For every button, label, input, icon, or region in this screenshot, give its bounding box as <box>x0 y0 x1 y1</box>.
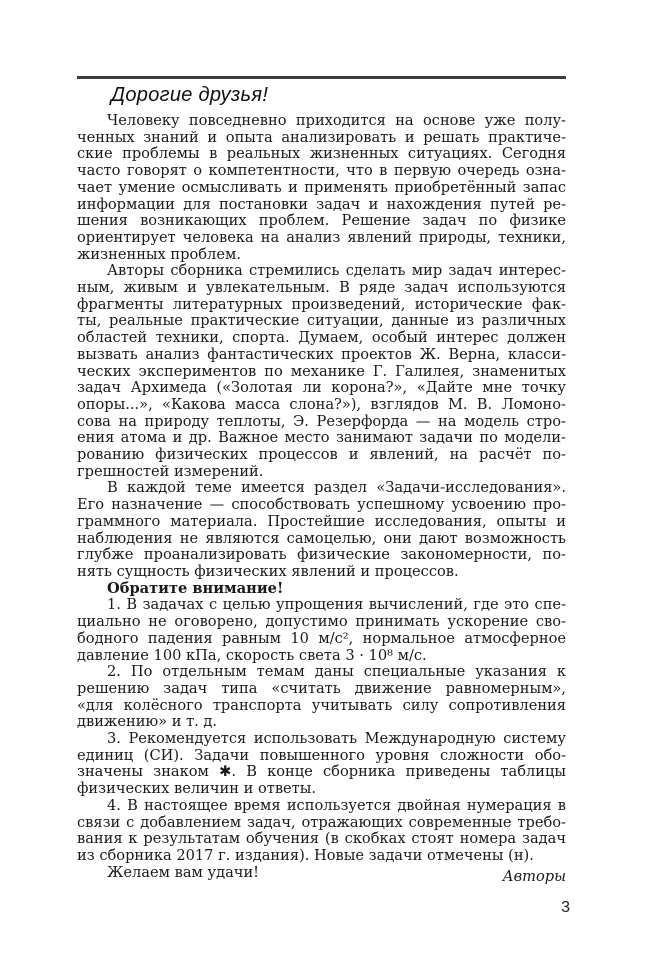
text-line: вания к результатам обучения (в скобках стоят номера задач <box>77 830 566 848</box>
text-line: бодного падения равным 10 м/с², нормальное атмосферное <box>77 629 566 647</box>
text-line: 2. По отдельным темам даны специальные указания к <box>107 663 566 681</box>
text-line: областей техники, спорта. Думаем, особый интерес должен <box>77 329 566 347</box>
text-line: В каждой теме имеется раздел «Задачи-исследования». <box>107 479 566 497</box>
paragraph <box>77 263 566 480</box>
text-line: ты, реальные практические ситуации, данные из различных <box>77 312 566 330</box>
text-line: Авторы сборника стремились сделать мир задач интерес- <box>107 262 566 280</box>
signature-row <box>77 863 566 885</box>
paragraph <box>77 798 566 865</box>
text-line: единиц (СИ). Задачи повышенного уровня сложности обо- <box>77 746 566 764</box>
text-line: решению задач типа «считать движение равномерным», <box>77 679 566 697</box>
text-line: значены знаком ✱. В конце сборника приведены таблицы <box>77 763 566 781</box>
text-line: задач Архимеда («Золотая ли корона?», «Дайте мне точку <box>77 379 566 397</box>
text-line: рованию физических процессов и явлений, на расчёт по- <box>77 446 566 464</box>
text-line: глубже проанализировать физические закономерности, по- <box>77 546 566 564</box>
text-line: 3. Рекомендуется использовать Международную систему <box>107 730 566 748</box>
text-line: часто говорят о компетентности, что в первую очередь озна- <box>77 162 566 180</box>
text-line: движению» и т. д. <box>77 713 218 731</box>
text-line: 4. В настоящее время используется двойная нумерация в <box>107 796 566 814</box>
paragraph <box>77 597 566 664</box>
text-line: связи с добавлением задач, отражающих современные требо- <box>77 813 566 831</box>
preface-body <box>77 112 566 885</box>
text-line: циально не оговорено, допустимо принимать ускорение сво- <box>77 613 566 631</box>
preface-heading: Дорогие друзья! <box>111 84 269 106</box>
text-line: ориентирует человека на анализ явлений природы, техники, <box>77 228 566 246</box>
text-line: чает умение осмысливать и применять приобретённый запас <box>77 178 566 196</box>
text-line: давление 100 кПа, скорость света 3 · 10⁸ м/с. <box>77 646 427 664</box>
text-line: грешностей измерений. <box>77 462 264 480</box>
text-line: ения атома и др. Важное место занимают задачи по модели- <box>77 429 566 447</box>
text-line: физических величин и ответы. <box>77 780 317 798</box>
text-line: ские проблемы в реальных жизненных ситуациях. Сегодня <box>77 145 566 163</box>
text-line: сова на природу теплоты, Э. Резерфорда — на модель стро- <box>77 412 566 430</box>
paragraph <box>77 480 566 580</box>
closing-line: Желаем вам удачи! <box>107 863 260 881</box>
paragraph <box>77 664 566 731</box>
text-line: Человеку повседневно приходится на основе уже полу- <box>107 112 566 129</box>
top-rule <box>77 76 566 79</box>
text-line: «для колёсного транспорта учитывать силу сопротивления <box>77 696 566 714</box>
text-line: граммного материала. Простейшие исследования, опыты и <box>77 512 566 530</box>
text-line: ченных знаний и опыта анализировать и решать практиче- <box>77 128 566 146</box>
text-line: нять сущность физических явлений и процессов. <box>77 562 459 580</box>
text-line: жизненных проблем. <box>77 245 241 263</box>
text-line: вызвать анализ фантастических проектов Ж. Верна, класси- <box>77 345 566 363</box>
text-line: 1. В задачах с целью упрощения вычислений, где это спе- <box>107 596 566 614</box>
paragraph <box>77 731 566 798</box>
text-line: из сборника 2017 г. издания). Новые задачи отмечены (н). <box>77 846 534 864</box>
text-line: ческих экспериментов по механике Г. Галилея, знаменитых <box>77 362 566 380</box>
page-number: 3 <box>561 899 570 916</box>
text-line: наблюдения не являются самоцелью, они дают возможность <box>77 529 566 547</box>
notice-heading: Обратите внимание! <box>107 579 284 597</box>
text-line: информации для постановки задач и нахождения путей ре- <box>77 195 566 213</box>
text-line: ным, живым и увлекательным. В ряде задач используются <box>77 279 566 297</box>
text-line: шения возникающих проблем. Решение задач по физике <box>77 212 566 230</box>
authors-signature: Авторы <box>502 867 566 885</box>
text-line: опоры...», «Какова масса слона?»), взглядов М. В. Ломоно- <box>77 395 566 413</box>
paragraph <box>77 113 566 263</box>
text-line: Его назначение — способствовать успешному усвоению про- <box>77 496 566 514</box>
text-line: фрагменты литературных произведений, исторические фак- <box>77 295 566 313</box>
